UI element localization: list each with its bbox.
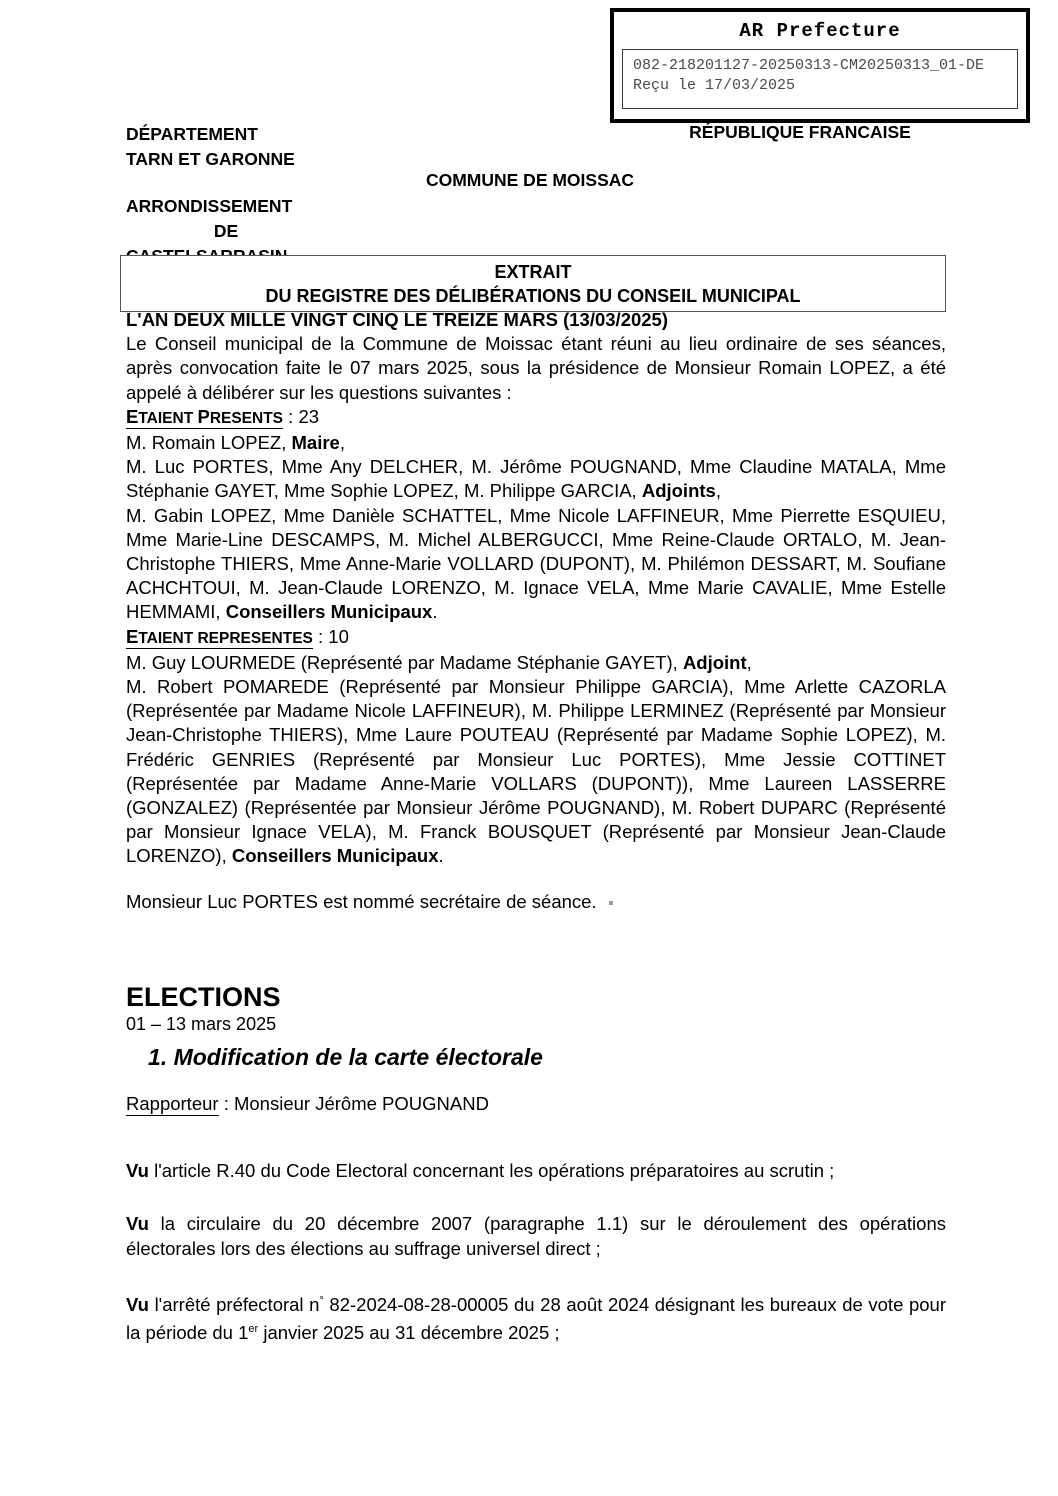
consideration-3 — [126, 1289, 946, 1345]
commune-label: COMMUNE DE MOISSAC — [425, 170, 635, 190]
secretary-text: Monsieur Luc PORTES est nommé secrétaire de séance. — [126, 891, 597, 912]
represents-adjoint-line: M. Guy LOURMEDE (Représenté par Madame Stéphanie GAYET), Adjoint, — [126, 651, 752, 673]
vu-prefix-1: Vu — [126, 1160, 149, 1181]
stamp-details-box — [622, 49, 1018, 109]
departement-label: DÉPARTEMENT — [126, 124, 258, 144]
arrondissement-label: ARRONDISSEMENT — [126, 196, 293, 216]
role-maire: Maire — [291, 432, 340, 454]
header-left-block — [126, 122, 456, 269]
extrait-line-1: EXTRAIT — [494, 262, 572, 282]
presents-maire-line: M. Romain LOPEZ, Maire, — [126, 432, 345, 454]
arrondissement-de: DE — [213, 221, 239, 241]
session-intro: Le Conseil municipal de la Commune de Moissac étant réuni au lieu ordinaire de ses séances, après convocation faite le 07 mars 2025, sous la présidence de Monsieur Romain LOPEZ, a été appelé à délibérer sur les questions suivantes : — [126, 333, 946, 403]
departement-name: TARN ET GARONNE — [126, 149, 295, 169]
ar-prefecture-stamp — [610, 8, 1030, 123]
consideration-1 — [126, 1158, 946, 1183]
consideration-3-part1: l'arrêté préfectoral n — [148, 1294, 320, 1316]
represents-label: ETAIENT REPRESENTES — [126, 625, 313, 647]
rapporteur-label: Rapporteur — [126, 1093, 219, 1114]
stamp-reference: 082-218201127-20250313-CM20250313_01-DE — [633, 57, 985, 74]
extrait-box — [120, 255, 946, 312]
role-adjoints: Adjoints — [641, 480, 716, 502]
presents-count: : 23 — [283, 405, 320, 427]
represents-heading — [126, 625, 946, 651]
rapporteur-value: : Monsieur Jérôme POUGNAND — [218, 1093, 489, 1114]
stamp-received-date: Reçu le 17/03/2025 — [633, 77, 796, 94]
consideration-3-part3: janvier 2025 au 31 décembre 2025 ; — [258, 1322, 560, 1344]
vu-prefix-2: Vu — [126, 1213, 149, 1234]
ordinal-sup: er — [248, 1323, 259, 1336]
presents-heading — [126, 405, 946, 431]
role-conseillers-municipaux-2: Conseillers Municipaux — [231, 845, 439, 867]
secretary-line — [126, 890, 946, 914]
republique-francaise-label: RÉPUBLIQUE FRANCAISE — [689, 122, 911, 142]
consideration-1-text: l'article R.40 du Code Electoral concernant les opérations préparatoires au scrutin ; — [148, 1160, 835, 1181]
considerations-block — [126, 1158, 946, 1345]
extrait-line-2: DU REGISTRE DES DÉLIBÉRATIONS DU CONSEIL MUNICIPAL — [265, 286, 801, 306]
role-conseillers-municipaux: Conseillers Municipaux — [225, 601, 433, 623]
degree-sup: ° — [319, 1295, 324, 1307]
presents-conseillers-line: M. Gabin LOPEZ, Mme Danièle SCHATTEL, Mme Nicole LAFFINEUR, Mme Pierrette ESQUIEU, Mme Marie-Line DESCAMPS, M. Michel ALBERGUCCI, Mme Reine-Claude ORTALO, M. Jean-Christophe THIERS, Mme Anne-Marie VOLLARD (DUPONT), M. Philémon DESSART, M. Soufiane ACHCHTOUI, M. Jean-Claude LORENZO, M. Ignace VELA, Mme Marie CAVALIE, Mme Estelle HEMMAMI, Conseillers Municipaux. — [126, 504, 946, 623]
represents-count: : 10 — [312, 625, 349, 647]
session-body — [126, 308, 946, 869]
consideration-3-part2: 82-2024-08-28-00005 du 28 août 2024 désignant les bureaux de vote pour la période du 1 — [126, 1294, 946, 1344]
consideration-2 — [126, 1211, 946, 1261]
session-date-heading: L'AN DEUX MILLE VINGT CINQ LE TREIZE MARS (13/03/2025) — [126, 309, 669, 330]
stamp-title: AR Prefecture — [739, 20, 901, 42]
consideration-2-text: la circulaire du 20 décembre 2007 (paragraphe 1.1) sur le déroulement des opérations électorales lors des élections au suffrage universel direct ; — [126, 1213, 946, 1259]
scan-artifact-dot — [609, 901, 613, 905]
elections-section-date: 01 – 13 mars 2025 — [126, 1014, 277, 1034]
vu-prefix-3: Vu — [126, 1294, 149, 1316]
role-adjoint: Adjoint — [682, 651, 747, 673]
elections-section-title: ELECTIONS — [126, 982, 281, 1012]
agenda-item-1-title: 1. Modification de la carte électorale — [148, 1044, 543, 1070]
presents-label: ETAIENT PRESENTS — [126, 405, 284, 427]
presents-adjoints-line: M. Luc PORTES, Mme Any DELCHER, M. Jérôme POUGNAND, Mme Claudine MATALA, Mme Stéphanie GAYET, Mme Sophie LOPEZ, M. Philippe GARCIA, Adjoints, — [126, 456, 946, 502]
represents-conseillers-line: M. Robert POMAREDE (Représenté par Monsieur Philippe GARCIA), Mme Arlette CAZORLA (Représentée par Madame Nicole LAFFINEUR), M. Philippe LERMINEZ (Représenté par Monsieur Jean-Christophe THIERS), Mme Laure POUTEAU (Représenté par Madame Sophie LOPEZ), M. Frédéric GENRIES (Représenté par Monsieur Luc PORTES), Mme Jessie COTTINET (Représentée par Madame Anne-Marie VOLLARS (DUPONT)), Mme Laureen LASSERRE (GONZALEZ) (Représentée par Monsieur Jérôme POUGNAND), M. Robert DUPARC (Représenté par Monsieur Ignace VELA), M. Franck BOUSQUET (Représenté par Monsieur Jean-Claude LORENZO), Conseillers Municipaux. — [126, 676, 946, 867]
rapporteur-line — [126, 1092, 489, 1116]
